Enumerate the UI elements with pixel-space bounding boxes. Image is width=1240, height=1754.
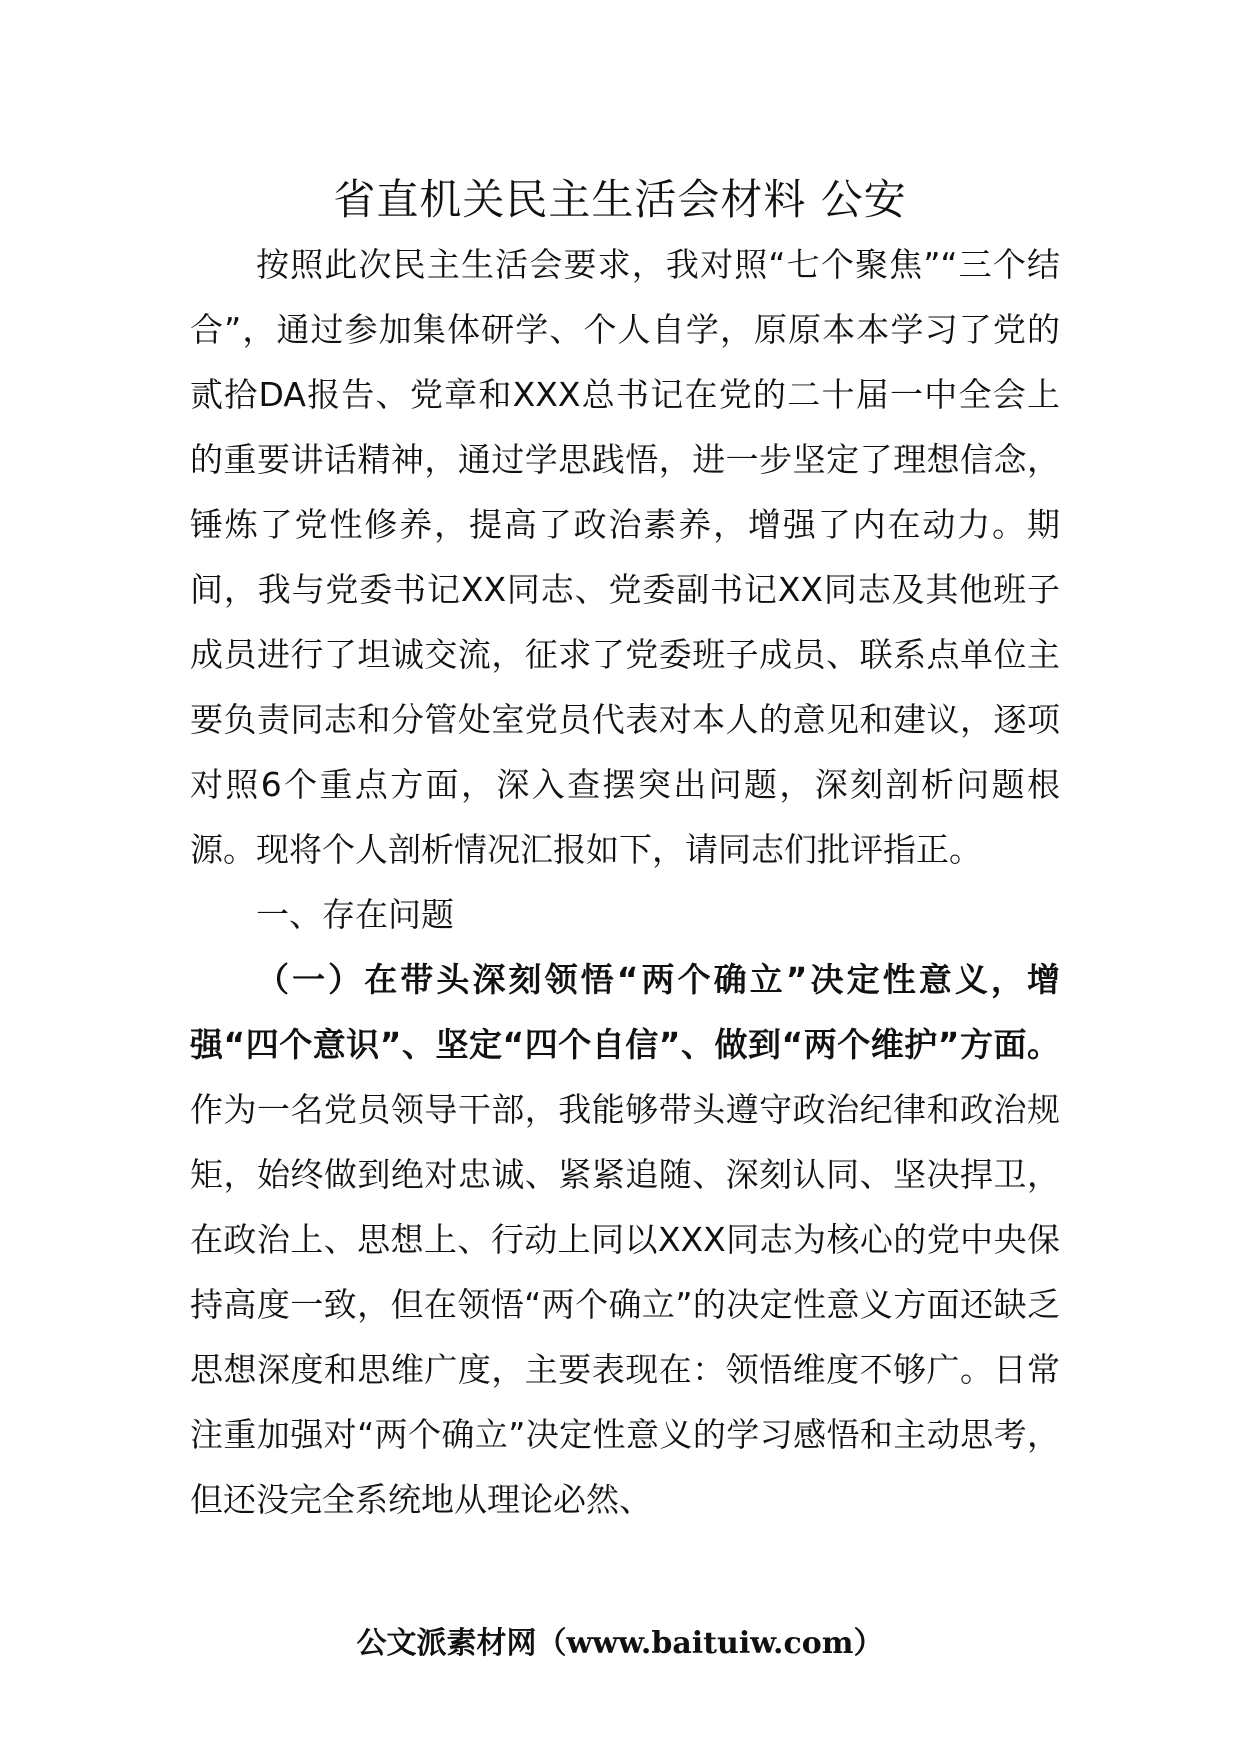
section-heading: 一、存在问题 [256, 895, 454, 934]
intro-paragraph: 按照此次民主生活会要求，我对照“七个聚焦”“三个结合”，通过参加集体研学、个人自学，原原本本学习了党的贰拾DA报告、党章和XXX总书记在党的二十届一中全会上的重要讲话精神，通过学思践悟，进一步坚定了理想信念，锤炼了党性修养，提高了政治素养，增强了内在动力。期间，我与党委书记XX同志、党委副书记XX同志及其他班子成员进行了坦诚交流，征求了党委班子成员、联系点单位主要负责同志和分管处室党员代表对本人的意见和建议，逐项对照6个重点方面，深入查摆突出问题，深刻剖析问题根源。现将个人剖析情况汇报如下，请同志们批评指正。 [190, 245, 1060, 869]
footer-watermark: 公文派素材网（www.baituiw.com） [356, 1626, 884, 1661]
subsection-body: 作为一名党员领导干部，我能够带头遵守政治纪律和政治规矩，始终做到绝对忠诚、紧紧追随、深刻认同、坚决捍卫，在政治上、思想上、行动上同以XXX同志为核心的党中央保持高度一致，但在领悟“两个确立”的决定性意义方面还缺乏思想深度和思维广度，主要表现在：领悟维度不够广。日常注重加强对“两个确立”决定性意义的学习感悟和主动思考，但还没完全系统地从理论必然、 [190, 1090, 1060, 1519]
subsection-paragraph [190, 947, 1060, 1532]
document-body [190, 232, 1060, 1532]
subsection-heading: （一）在带头深刻领悟“两个确立”决定性意义，增强“四个意识”、坚定“四个自信”、做到“两个维护”方面。 [190, 960, 1060, 1064]
document-title: 省直机关民主生活会材料 公安 [333, 175, 907, 224]
